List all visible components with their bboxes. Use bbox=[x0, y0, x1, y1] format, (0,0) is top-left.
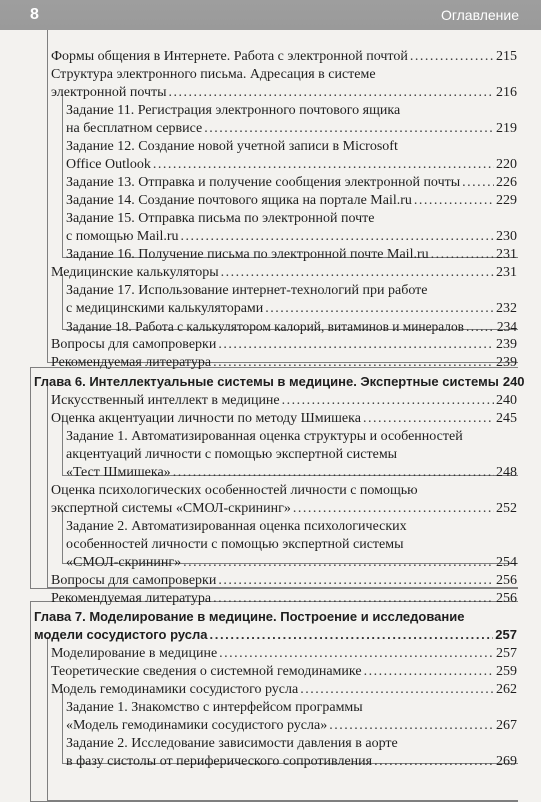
toc-entry-title: Теоретические сведения о системной гемодинамике bbox=[51, 664, 362, 679]
toc-entry[interactable] bbox=[51, 681, 517, 699]
toc-entry[interactable] bbox=[51, 392, 517, 410]
chapter-entry[interactable] bbox=[34, 608, 517, 626]
toc-entry[interactable] bbox=[66, 210, 517, 228]
toc-entry-title: Искусственный интеллект в медицине bbox=[51, 393, 280, 408]
toc-entry-title: Глава 6. Интеллектуальные системы в медицине. Экспертные системы bbox=[34, 374, 499, 389]
toc-entry-page: 252 bbox=[496, 501, 517, 516]
toc-entry-page: 226 bbox=[496, 175, 517, 190]
toc-entry-title: «СМОЛ-скрининг» bbox=[66, 555, 182, 570]
toc-entry-title: экспертной системы «СМОЛ-скрининг» bbox=[51, 501, 291, 516]
toc-entry[interactable] bbox=[66, 735, 517, 753]
toc-entry[interactable] bbox=[51, 482, 517, 500]
toc-entry-title: «Модель гемодинамики сосудистого русла» bbox=[66, 718, 328, 733]
toc-entry-title: Структура электронного письма. Адресация в системе bbox=[51, 67, 376, 82]
toc-entry[interactable] bbox=[51, 590, 517, 608]
toc-entry-page: 257 bbox=[495, 627, 517, 642]
toc-entry-page: 230 bbox=[496, 229, 517, 244]
toc-entry-page: 269 bbox=[496, 754, 517, 769]
toc-entry[interactable] bbox=[66, 699, 517, 717]
toc-entry[interactable] bbox=[51, 410, 517, 428]
toc-entry-title: Рекомендуемая литература bbox=[51, 355, 212, 370]
toc-entry[interactable] bbox=[66, 428, 517, 446]
toc-entry-title: Задание 14. Создание почтового ящика на портале Mail.ru bbox=[66, 193, 412, 208]
toc-entry-page: 232 bbox=[496, 301, 517, 316]
toc-entry-page: 220 bbox=[496, 157, 517, 172]
toc-entry-title: Задание 1. Автоматизированная оценка структуры и особенностей bbox=[66, 429, 463, 444]
toc-entry-title: модели сосудистого русла bbox=[34, 627, 208, 642]
toc-entry-title: с помощью Mail.ru bbox=[66, 229, 179, 244]
toc-entry[interactable] bbox=[66, 102, 517, 120]
toc-entry[interactable] bbox=[51, 354, 517, 372]
toc-entry-title: Вопросы для самопроверки bbox=[51, 337, 217, 352]
toc-entry-title: Задание 2. Исследование зависимости давления в аорте bbox=[66, 736, 398, 751]
toc-entry-page: 215 bbox=[496, 49, 517, 64]
toc-entry[interactable] bbox=[51, 84, 517, 102]
toc-entry-title: электронной почты bbox=[51, 85, 167, 100]
toc-entry[interactable] bbox=[66, 518, 517, 536]
toc-entry[interactable] bbox=[51, 663, 517, 681]
toc-entry-title: Задание 15. Отправка письма по электронной почте bbox=[66, 211, 375, 226]
toc-entry[interactable] bbox=[66, 318, 517, 336]
toc-entry[interactable] bbox=[66, 138, 517, 156]
toc-entry-title: Оценка психологических особенностей личности с помощью bbox=[51, 483, 418, 498]
toc-entry-page: 239 bbox=[496, 337, 517, 352]
toc-entry[interactable] bbox=[66, 446, 517, 464]
toc-entry[interactable] bbox=[66, 554, 517, 572]
toc-entry-title: Формы общения в Интернете. Работа с электронной почтой bbox=[51, 49, 408, 64]
toc-entry[interactable] bbox=[51, 264, 517, 282]
toc-entry[interactable] bbox=[66, 464, 517, 482]
toc-entry[interactable] bbox=[66, 156, 517, 174]
toc-entry-title: Вопросы для самопроверки bbox=[51, 573, 217, 588]
toc-entry-page: 219 bbox=[496, 121, 517, 136]
toc-entry-title: Оценка акцентуации личности по методу Шмишека bbox=[51, 411, 361, 426]
toc-entry-title: «Тест Шмишека» bbox=[66, 465, 171, 480]
toc-entry[interactable] bbox=[66, 192, 517, 210]
toc-entry-page: 240 bbox=[496, 393, 517, 408]
toc-entry[interactable] bbox=[66, 228, 517, 246]
toc-entry[interactable] bbox=[66, 300, 517, 318]
toc-entry-page: 231 bbox=[496, 247, 517, 262]
toc-entry-title: Задание 11. Регистрация электронного почтового ящика bbox=[66, 103, 401, 118]
toc-entry-page: 267 bbox=[496, 718, 517, 733]
toc-entry-title: с медицинскими калькуляторами bbox=[66, 301, 264, 316]
toc-entry-page: 234 bbox=[496, 319, 517, 334]
toc-entry-page: 216 bbox=[496, 85, 517, 100]
toc-entry-page: 256 bbox=[496, 573, 517, 588]
toc-entry-page: 229 bbox=[496, 193, 517, 208]
page-number: 8 bbox=[30, 6, 39, 23]
toc-entry-title: в фазу систолы от периферического сопротивления bbox=[66, 754, 373, 769]
toc-entry-page: 262 bbox=[496, 682, 517, 697]
toc-entry-page: 245 bbox=[496, 411, 517, 426]
toc-entry-title: Рекомендуемая литература bbox=[51, 591, 212, 606]
toc-entry-title: Медицинские калькуляторы bbox=[51, 265, 219, 280]
toc-entry-title: Задание 2. Автоматизированная оценка психологических bbox=[66, 519, 407, 534]
chapter-entry[interactable] bbox=[34, 373, 525, 391]
toc-entry[interactable] bbox=[66, 282, 517, 300]
toc-entry-page: 257 bbox=[496, 646, 517, 661]
running-head: Оглавление bbox=[440, 7, 519, 23]
toc-entry-page: 256 bbox=[496, 591, 517, 606]
toc-entry-title: акцентуаций личности с помощью экспертной системы bbox=[66, 447, 398, 462]
toc-entry-page: 259 bbox=[496, 664, 517, 679]
toc-entry-title: Задание 17. Использование интернет-технологий при работе bbox=[66, 283, 428, 298]
toc-entry-page: 231 bbox=[496, 265, 517, 280]
toc-entry-title: Задание 18. Работа с калькулятором калорий, витаминов и минералов bbox=[66, 319, 464, 334]
toc-entry-title: Office Outlook bbox=[66, 157, 151, 172]
toc-entry[interactable] bbox=[66, 753, 517, 771]
toc-entry-title: Задание 13. Отправка и получение сообщения электронной почты bbox=[66, 175, 461, 190]
toc-entry-page: 239 bbox=[496, 355, 517, 370]
toc-entry-page: 240 bbox=[502, 374, 525, 389]
toc-entry-title: Моделирование в медицине bbox=[51, 646, 218, 661]
toc-entry[interactable] bbox=[51, 336, 517, 354]
toc-entry[interactable] bbox=[66, 174, 517, 192]
toc-entry[interactable] bbox=[66, 717, 517, 735]
toc-entry-title: Задание 12. Создание новой учетной записи в Microsoft bbox=[66, 139, 398, 154]
toc-entry-title: на бесплатном сервисе bbox=[66, 121, 203, 136]
toc-entry[interactable] bbox=[51, 66, 517, 84]
toc-entry[interactable] bbox=[51, 48, 517, 66]
toc-entry[interactable] bbox=[66, 536, 517, 554]
toc-entry-title: Глава 7. Моделирование в медицине. Построение и исследование bbox=[34, 609, 465, 624]
toc-entry-title: Задание 16. Получение письма по электронной почте Mail.ru bbox=[66, 247, 429, 262]
toc-entry[interactable] bbox=[51, 572, 517, 590]
chapter-entry[interactable] bbox=[34, 626, 517, 644]
toc-entry[interactable] bbox=[51, 500, 517, 518]
toc-entry-page: 248 bbox=[496, 465, 517, 480]
toc-entry-title: Задание 1. Знакомство с интерфейсом программы bbox=[66, 700, 363, 715]
toc-entry-title: особенностей личности с помощью экспертной системы bbox=[66, 537, 404, 552]
toc-entry[interactable] bbox=[66, 120, 517, 138]
toc-entry[interactable] bbox=[51, 645, 517, 663]
toc-entry-title: Модель гемодинамики сосудистого русла bbox=[51, 682, 299, 697]
toc-entry-page: 254 bbox=[496, 555, 517, 570]
toc-entry[interactable] bbox=[66, 246, 517, 264]
